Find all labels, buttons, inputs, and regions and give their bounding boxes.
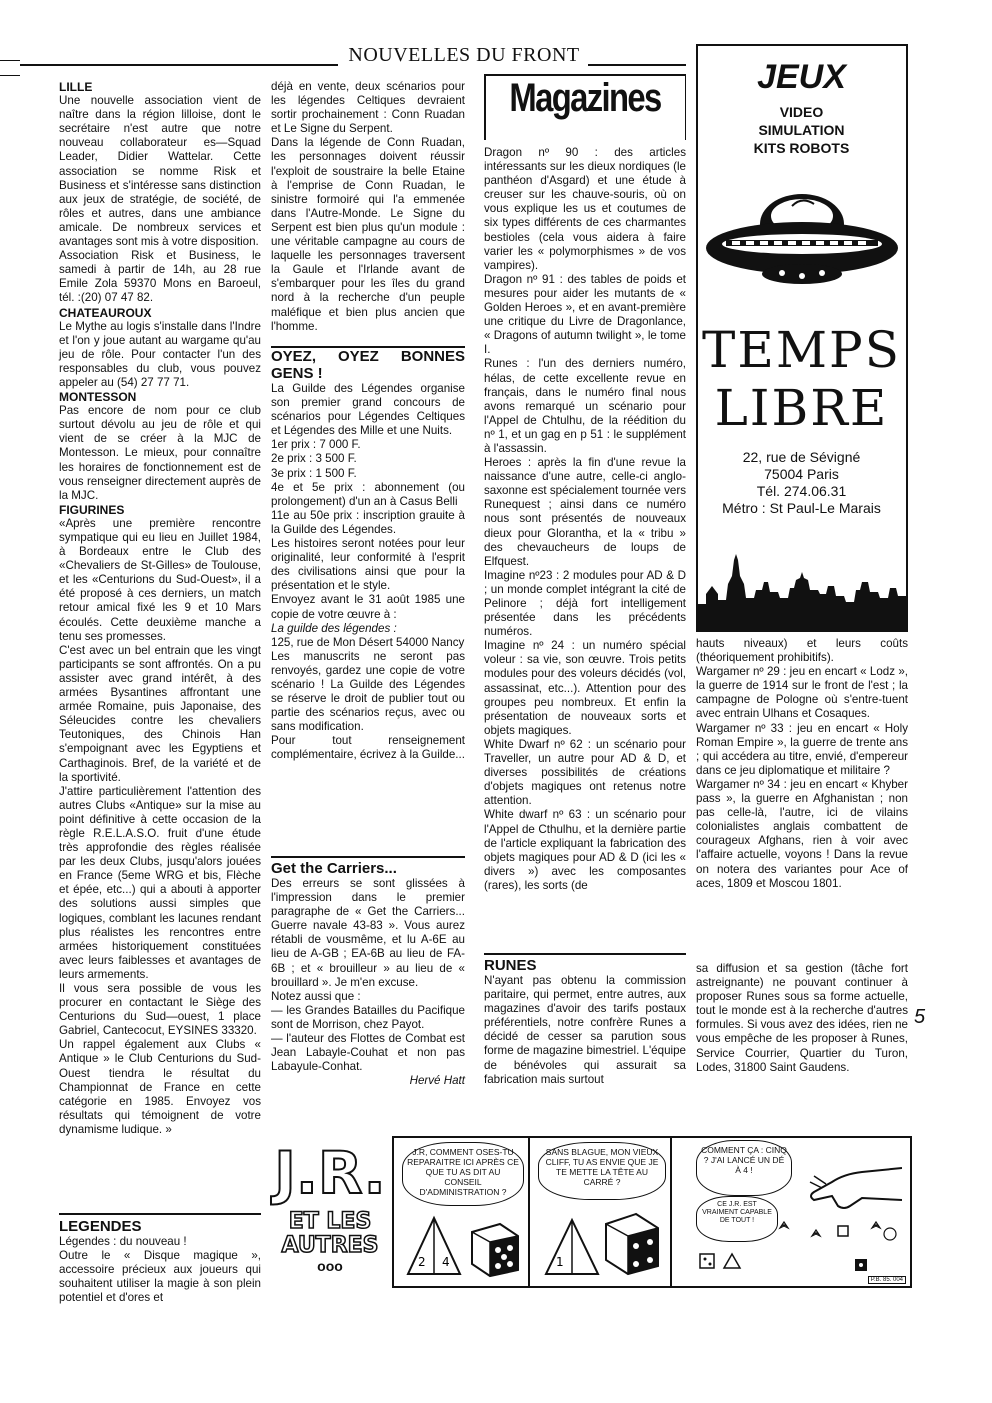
ad-metro: Métro : St Paul-Le Marais bbox=[722, 500, 881, 516]
legendes-section bbox=[59, 1218, 261, 1305]
magazines-rule-left bbox=[484, 74, 486, 140]
ad-jeux: JEUX bbox=[757, 58, 846, 96]
comic-panel-1 bbox=[392, 1136, 532, 1288]
prize-2: 2e prix : 3 500 F. bbox=[271, 452, 357, 466]
runes-paragraph-2: sa diffusion et sa gestion (tâche fort astreignante) ne pouvant continuer à proposer Runes sous sa forme actuelle, tout le monde est à la recherche d'autres formules. Si vous avez des idées, rien ne vous empêche de les proposer à Runes, Service Courrier, Quartier du Turon, Lodes, 31800 Saint Gaudens. bbox=[696, 962, 908, 1074]
lille-heading: LILLE bbox=[59, 80, 93, 94]
wargamer-29: Wargamer nº 29 : jeu en encart « Lodz », la guerre de 1914 sur le front de l'est ; la campagne de Pologne où s'entre-tuent avec entrain Ulhans et Cosaques. bbox=[696, 665, 908, 721]
oyez-paragraph-4: Les manuscrits ne seront pas renvoyés, gardez une copie de votre scénario ! La Guilde des Légendes se réserve le droit de publier tout ou partie des scénarios reçus, avec ou sans modification. bbox=[271, 649, 465, 734]
comic-signature: P.B. 85. 004 bbox=[868, 1276, 906, 1284]
lille-paragraph: Une nouvelle association vient de naître dans la région lilloise, dont le secrétaire n'est autre que notre nouveau collaborateur es—Squad Leader, Didier Wattelar. Cette association se nomme Risk et Business et s'intéresse sans distinction aux jeux de stratégie, de société, de rôles et autres, dans une ambiance amicale. De nombreux services et avantages sont mis à votre disposition. bbox=[59, 94, 261, 249]
header-rule-left-double-2 bbox=[0, 75, 20, 76]
comic-logo-et-les: ET LES bbox=[288, 1209, 372, 1234]
legendes-rule bbox=[59, 1213, 261, 1215]
prize-3: 3e prix : 1 500 F. bbox=[271, 466, 357, 480]
figurines-heading: FIGURINES bbox=[59, 502, 125, 517]
white-dwarf-62: White Dwarf nº 62 : un scénario pour Traveller, un autre pour AD & D, et diverses possibilités de créations d'objets magiques ont retenus notre attention. bbox=[484, 737, 686, 808]
header-rule-left bbox=[20, 64, 338, 66]
carriers-paragraph-1: Des erreurs se sont glissées à l'impression dans le premier paragraphe de « Get the Carriers... Guerre navale 43-83 ». Vous aurez rétabli de vousmême, et lu A-6E au lieu de A-GB ; EA-6B au lieu de FA-6B ; et « brouilleur » au lieu de « brouillard ». Je m'en excuse. bbox=[271, 877, 465, 989]
column-1 bbox=[59, 80, 261, 1137]
figurines-paragraph-2: C'est avec un bel entrain que les vingt participants se sont affrontés. On a pu assister avec grand intérêt, à des armées Bysantines affrontant une armée Romaine, puis Japonaise, des Séleucides contre les chevaliers Teutoniques, des Chinois Han s'empoignant avec les Egyptiens et Carthaginois. Bref, de la variété et de la sportivité. bbox=[59, 643, 261, 784]
runes-rule bbox=[484, 953, 686, 955]
legendes-paragraph-2: Outre le « Disque magique », accessoire précieux aux joueurs qui souhaitent utiliser la magie à son plein potentiel et d'ores et bbox=[59, 1249, 261, 1305]
legendes-paragraph-1: Légendes : du nouveau ! bbox=[59, 1235, 187, 1248]
magazines-title: Magazines bbox=[509, 76, 661, 120]
column-3 bbox=[484, 146, 686, 893]
comic-logo-dots: ooo bbox=[317, 1258, 343, 1274]
comic-speech-bubble-4: CE J.R. EST VRAIMENT CAPABLE DE TOUT ! bbox=[696, 1196, 778, 1242]
runes-section bbox=[484, 957, 686, 1087]
oyez-paragraph-5: Pour tout renseignement complémentaire, écrivez à la Guilde... bbox=[271, 734, 465, 762]
carriers-paragraph-2: Notez aussi que : bbox=[271, 989, 361, 1003]
ad-shop-name-1: TEMPS bbox=[702, 321, 901, 379]
prize-5: 11e au 50e prix : inscription grauite à la Guilde des Légendes. bbox=[271, 508, 465, 536]
magazines-box bbox=[484, 70, 686, 144]
prize-1: 1er prix : 7 000 F. bbox=[271, 438, 361, 452]
wargamer-33: Wargamer nº 33 : jeu en encart « Holy Roman Empire », la guerre de trente ans ; qui accédera au titre, envié, d'empereur dans ce jeu diplomatique et militaire ? bbox=[696, 721, 908, 777]
pyramid-die-icon bbox=[404, 1214, 464, 1280]
comic-logo bbox=[268, 1140, 392, 1280]
runes-continued bbox=[696, 962, 908, 1075]
imagine-24: Imagine nº 24 : un numéro spécial voleur : sa vie, son œuvre. Trois petits modules pour des voleurs décidés (vol, assassinat, etc...). Attention pour des groupes peu nombreux. Et enfin la présentation de nouveaux sorts et objets magiques. bbox=[484, 639, 686, 737]
lille-address: Association Risk et Business, le samedi à partir de 14h, au 28 rue Emile Zola 59370 Mons en Baroeul, tél. :(20) 07 47 82. bbox=[59, 249, 261, 305]
legendes-continued: déjà en vente, deux scénarios pour les légendes Celtiques devraient sortir prochainement : Conn Ruadan et Le Signe du Serpent. bbox=[271, 80, 465, 136]
heroes-review: Heroes : après la fin d'une revue la naissance d'une autre, celle-ci anglo-saxonne est spécialement tournée vers Runequest ; ainsi dans ce numéro nous sont présentés de nouveaux dieux pour Glorantha, et la « tribu » des chevaucheurs de loups de Elfquest. bbox=[484, 456, 686, 568]
page-number: 5 bbox=[914, 1006, 926, 1028]
white-dwarf-63: White dwarf nº 63 : un scénario pour l'Appel de Cthulhu, et la dernière partie de l'article expliquant la fabrication des objets magiques pour AD & D (ici les « divers ») avec les composantes (rares), les sorts (de bbox=[484, 808, 686, 892]
carriers-paragraph-4: — l'auteur des Flottes de Combat est Jean Labayle-Couhat et non pas Labayule-Conhat. bbox=[271, 1032, 465, 1074]
legendes-heading: LEGENDES bbox=[59, 1218, 142, 1235]
comic-speech-bubble-1: J.R, COMMENT OSES-TU REPARAITRE ICI APRÈS CE QUE TU AS DIT AU CONSEIL D'ADMINISTRATION ? bbox=[402, 1142, 524, 1206]
ad-line-2: SIMULATION bbox=[758, 122, 845, 138]
chateauroux-heading: CHATEAUROUX bbox=[59, 305, 152, 320]
figurines-paragraph-5: Un rappel également aux Clubs « Antique » le Club Centurions du Sud-Ouest tiendra le résultat du Championnat de France en cette catégorie en 1985. Envoyez vos résultats qui témoignent de votre dynamisme ludique. » bbox=[59, 1038, 261, 1136]
montesson-paragraph: Pas encore de nom pour ce club surtout dévolu au jeu de rôle et qui vient de se créer à la MJC de Montesson. Le mieux, pour connaître les horaires de fonctionnement est de vous renseigner directement auprès de la MJC. bbox=[59, 404, 261, 502]
carriers-paragraph-3: — les Grandes Batailles du Pacifique sont de Morrison, chez Payot. bbox=[271, 1003, 465, 1031]
section-title: NOUVELLES DU FRONT bbox=[348, 44, 580, 66]
svg-text:1: 1 bbox=[556, 1255, 564, 1269]
oyez-heading: OYEZ, OYEZ BONNES GENS ! bbox=[271, 348, 465, 382]
comic-logo-autres: AUTRES bbox=[281, 1233, 379, 1258]
white-dwarf-63-continued: hauts niveaux) et leurs coûts (théoriquement prohibitifs). bbox=[696, 637, 908, 665]
comic-speech-bubble-2: SANS BLAGUE, MON VIEUX CLIFF, TU AS ENVIE QUE JE TE METTE LA TÊTE AU CARRÉ ? bbox=[538, 1142, 666, 1200]
comic-speech-bubble-3: COMMENT ÇA : CINQ ? J'AI LANCÉ UN DÉ À 4 ! bbox=[696, 1140, 792, 1196]
comic-logo-jr: J.R. bbox=[274, 1139, 386, 1207]
dragon-90: Dragon nº 90 : des articles intéressants sur les dieux nordiques (le panthéon d'Asgard) et une étude à creuser sur les chauve-souris, où on vous explique les us et coutumes de six types différents de ces charmantes bestioles (cela vous aidera à faire varier les « polymorphismes » de vos vampires). bbox=[484, 146, 686, 272]
runes-paragraph-1: N'ayant pas obtenu la commission paritaire, qui permet, entre autres, aux magazines d'avoir des tarifs postaux préférentiels, notre confrère Runes a décidé de cesser sa parution sous forme de magazine bimestriel. L'équipe de bénévoles qui assurait sa fabrication mais surtout bbox=[484, 974, 686, 1086]
comic-panel-2 bbox=[528, 1136, 674, 1288]
flying-saucer-icon bbox=[702, 166, 902, 296]
column-2 bbox=[271, 80, 465, 334]
hand-icon bbox=[792, 1148, 902, 1218]
oyez-paragraph-1: La Guilde des Légendes organise son premier grand concours de scénarios pour Légendes Celtiques et Légendes des Mille et une Nuits. bbox=[271, 382, 465, 438]
carriers-heading: Get the Carriers... bbox=[271, 860, 397, 877]
conn-ruadan-paragraph: Dans la légende de Conn Ruadan, les personnages doivent réussir l'exploit de soustraire la belle Etaine à l'emprise de Conn Ruadan, le sinistre formoiré qui l'a emmenée dans l'Autre-Monde. Le Signe du Serpent est bien plus qu'un module : une véritable campagne au cours de laquelle les personnages traversent la Gaule et l'Irlande avant de s'embarquer pour les îles du grand nord à la recherche d'un peuple maléfique et bien plus ancien que l'homme. bbox=[271, 136, 465, 333]
magazines-rule-right bbox=[685, 74, 687, 140]
prize-4: 4e et 5e prix : abonnement (ou prolongement) d'un an à Casus Belli bbox=[271, 480, 465, 508]
ad-line-1: VIDEO bbox=[779, 104, 824, 120]
city-skyline-icon bbox=[698, 524, 906, 632]
carriers-section bbox=[271, 860, 465, 1088]
cube-die-icon-2 bbox=[600, 1208, 664, 1278]
pyramid-die-icon-2 bbox=[542, 1216, 602, 1280]
dragon-91: Dragon nº 91 : des tables de poids et mesures pour aider les mutants de « Golden Heroes », et en avant-première une critique du Livre de Dragonlance, « Dragons of autumn twilight », le tome I. bbox=[484, 272, 686, 357]
dice-icon bbox=[696, 1248, 756, 1272]
ad-address-2: 75004 Paris bbox=[764, 466, 839, 482]
figurines-paragraph-4: Il vous sera possible de vous les procurer en contactant le Siège des Centurions du Sud—ouest, 1 place Gabriel, Cantecocut, EYSINES 33320. bbox=[59, 982, 261, 1038]
oyez-address-2: 125, rue de Mon Désert 54000 Nancy bbox=[271, 635, 465, 649]
montesson-heading: MONTESSON bbox=[59, 390, 137, 405]
chateauroux-paragraph: Le Mythe au logis s'installe dans l'Indre et l'on y joue autant au wargame qu'au jeu de rôle. Pour contacter l'un des responsables du club, vous pouvez appeler au (54) 27 77 71. bbox=[59, 319, 261, 389]
oyez-paragraph-2: Les histoires seront notées pour leur originalité, leur conformité à l'esprit des civilisations ainsi que pour la présentation et le style. bbox=[271, 537, 465, 593]
ad-line-3: KITS ROBOTS bbox=[753, 140, 850, 156]
figurines-paragraph-1: «Après une première rencontre sympatique qui eu lieu en Juillet 1984, à Bordeaux entre le Club des «Chevaliers de St-Gilles» de Toulouse, et les «Centurions du Sud-Ouest», il a été proposé à ces derniers, un match retour amical fixé les 9 et 10 Mars écoulés. Cette deuxième manche a tenu ses promesses. bbox=[59, 516, 261, 643]
svg-text:4: 4 bbox=[442, 1255, 450, 1269]
header-rule-right bbox=[588, 64, 686, 66]
header-rule-left-double bbox=[0, 60, 20, 61]
runes-review: Runes : l'un des derniers numéro, hélas, de cette excellente revue en français, dans le numéro final nous avons remarqué un scénario pour l'Appel de Chtulhu, de la réédition du nº 1, et un gag en p 51 : le supplément à l'assassin. bbox=[484, 357, 686, 455]
temps-libre-ad bbox=[696, 44, 908, 632]
carriers-rule bbox=[271, 856, 465, 858]
figurines-paragraph-3: J'attire particulièrement l'attention des autres Clubs «Antique» sur la mise au point définitive à cette occasion de la règle R.E.L.A.S.O. fruit d'une étude très approfondie des règles réalisée par les deux Clubs, jusqu'alors jouées en France (5eme WRG et bis, Flèche et épée, etc...) qui a abouti à apporter des solutions aussi simples que logiques, comblant les lacunes rendant plus réalistes les rencontres entre armées historiquement constituées avec leurs faiblesses et avantages de leurs armements. bbox=[59, 784, 261, 981]
dot-die-icon bbox=[852, 1256, 872, 1276]
imagine-23: Imagine nº23 : 2 modules pour AD & D ; un monde complet intégrant la cité de Pelinore ; déjà fort intelligement présentée dans les précédents numéros. bbox=[484, 568, 686, 639]
ad-telephone: Tél. 274.06.31 bbox=[756, 483, 847, 499]
ad-address-1: 22, rue de Sévigné bbox=[742, 449, 861, 465]
cube-die-icon bbox=[466, 1218, 522, 1278]
carriers-signature: Hervé Hatt bbox=[409, 1074, 465, 1088]
wargamer-34: Wargamer nº 34 : jeu en encart « Khyber pass », la guerre en Afghanistan ; non pas celle-là, l'autre, ici de vilains colonialistes anglais combattent de courageux Afghans, rien à voir avec l'affaire actuelle, voyons ! Dans la revue on notera des variantes pour Ace of aces, 1809 et Moscou 1801. bbox=[696, 777, 908, 890]
oyez-section bbox=[271, 348, 465, 763]
ad-shop-name-2: LIBRE bbox=[714, 379, 889, 437]
column-4 bbox=[696, 637, 908, 891]
oyez-address-1: La guilde des légendes : bbox=[271, 621, 397, 635]
svg-text:2: 2 bbox=[418, 1255, 426, 1269]
comic-panel-3 bbox=[670, 1136, 912, 1288]
stars-icon bbox=[772, 1218, 902, 1248]
oyez-paragraph-3: Envoyez avant le 31 août 1985 une copie de votre œuvre à : bbox=[271, 593, 465, 621]
runes-heading: RUNES bbox=[484, 957, 537, 974]
